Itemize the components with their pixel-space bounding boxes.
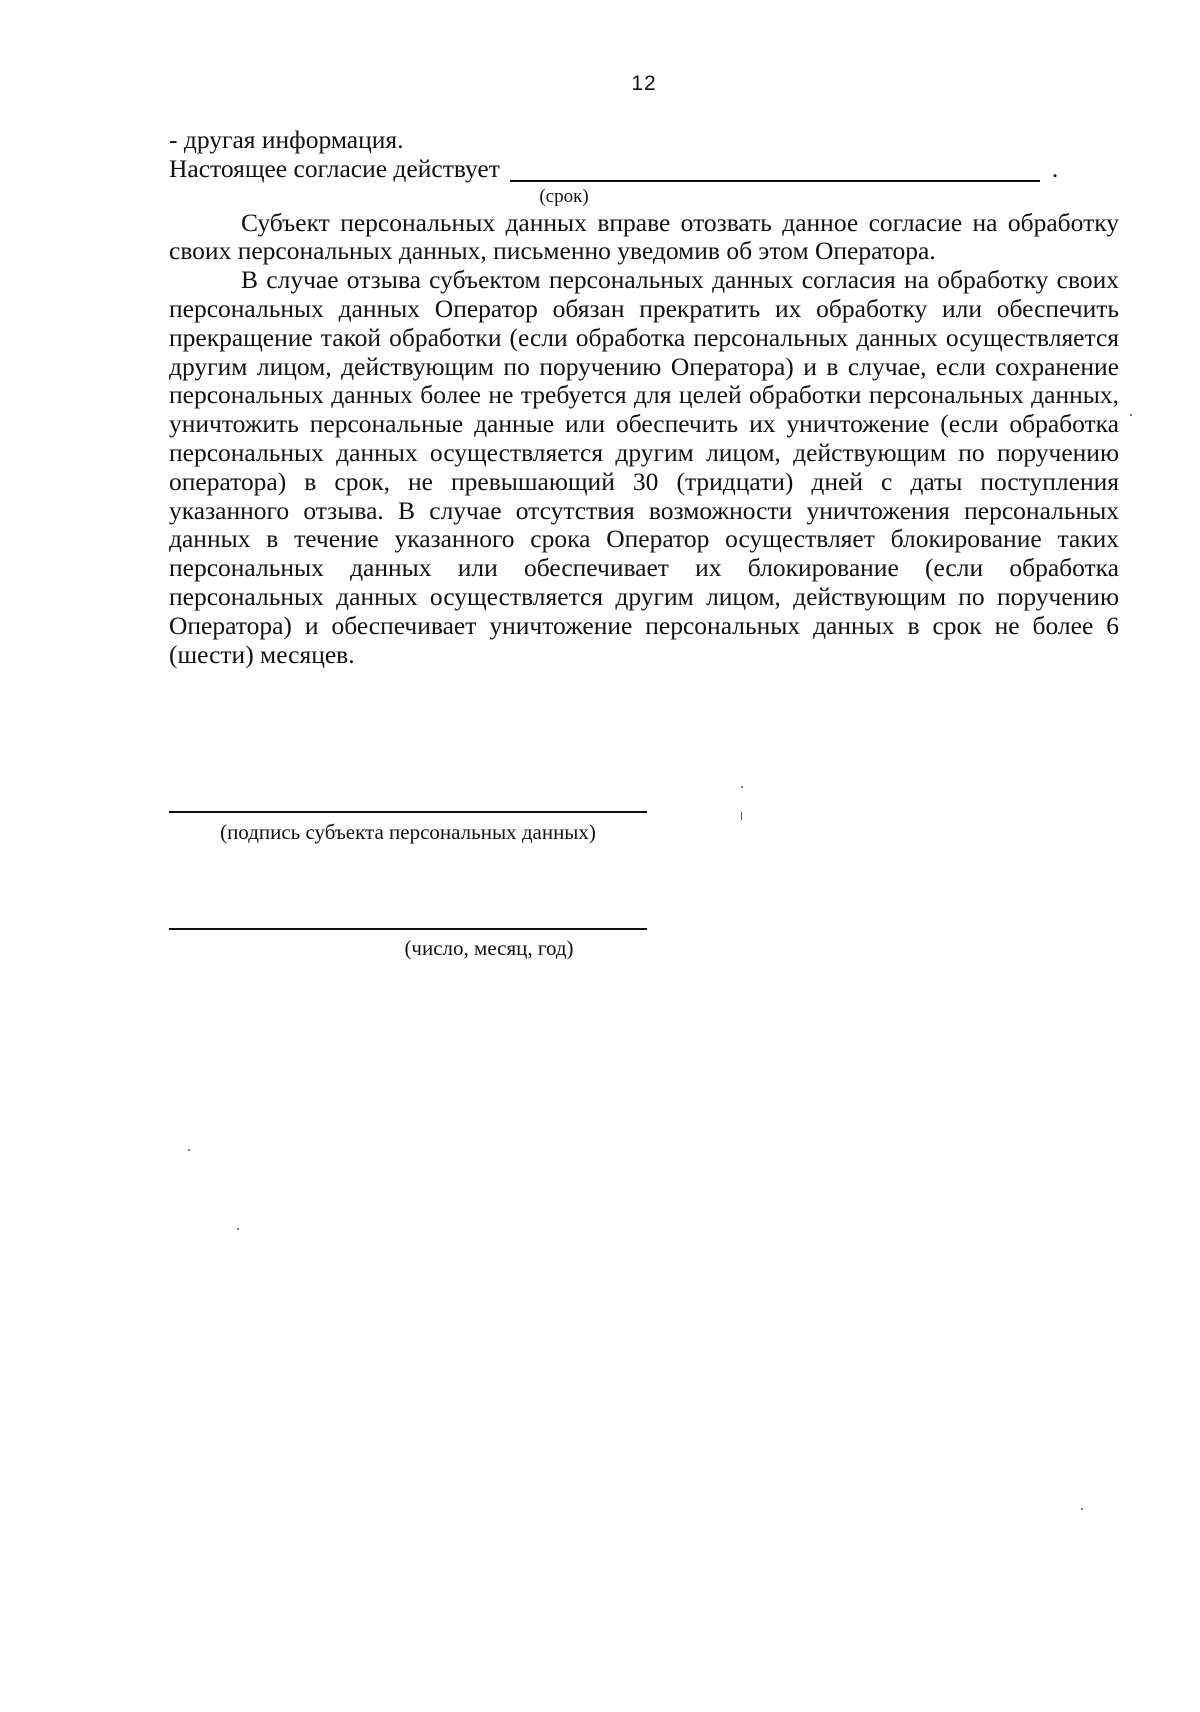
scan-speck — [188, 1149, 190, 1151]
term-row — [169, 155, 1119, 184]
paragraph-withdrawal-consequences: В случае отзыва субъектом персональных данных согласия на обработку своих персональных данных Оператор обязан прекратить их обработку или обеспечить прекращение такой обработки (если обработка персональных данных осуществляется другим лицом, действующим по поручению Оператора) и в случае, если сохранение персональных данных более не требуется для целей обработки персональных данных, уничтожить персональные данные или обеспечить их уничтожение (если обработка персональных данных осуществляется другим лицом, действующим по поручению оператора) в срок, не превышающий 30 (тридцати) дней с даты поступления указанного отзыва. В случае отсутствия возможности уничтожения персональных данных в течение указанного срока Оператор осуществляет блокирование таких персональных данных или обеспечивает их блокирование (если обработка персональных данных осуществляется другим лицом, действующим по поручению Оператора) и обеспечивает уничтожение персональных данных в срок не более 6 (шести) месяцев. — [169, 265, 1119, 669]
date-caption: (число, месяц, год) — [404, 936, 574, 960]
term-label: Настоящее согласие действует — [169, 153, 500, 183]
term-period: . — [1051, 153, 1059, 183]
scan-speck — [1130, 414, 1132, 416]
document-body — [169, 126, 1119, 669]
term-caption: (срок) — [539, 185, 589, 207]
item-other-information: - другая информация. — [169, 125, 404, 154]
page-number: 12 — [631, 72, 657, 95]
signature-caption: (подпись субъекта персональных данных) — [220, 820, 596, 844]
signature-line[interactable] — [169, 811, 647, 813]
scan-speck — [237, 1228, 239, 1230]
term-blank-field[interactable] — [510, 158, 1040, 182]
date-line[interactable] — [169, 928, 647, 930]
scan-speck — [741, 812, 742, 820]
paragraph-revoke-consent: Субъект персональных данных вправе отозвать данное согласие на обработку своих персональных данных, письменно уведомив об этом Оператора. — [169, 207, 1119, 266]
scan-speck — [741, 786, 743, 788]
scan-speck — [1081, 1508, 1083, 1510]
